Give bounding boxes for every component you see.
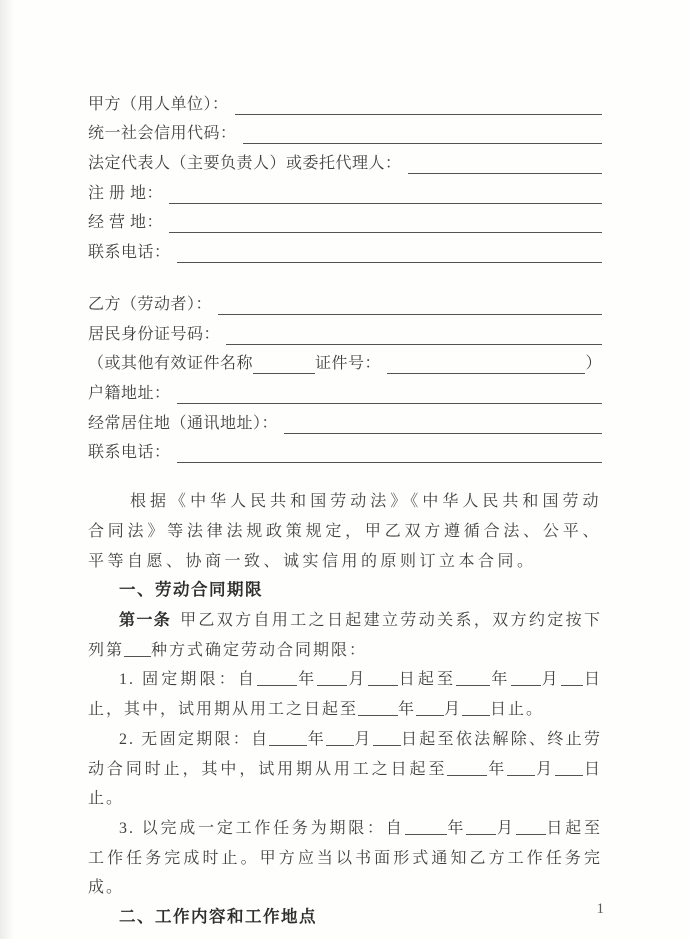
field-label: 经 营 地：: [88, 214, 164, 232]
party-b-section: [88, 285, 602, 463]
blank-field: [507, 762, 535, 776]
section-1-heading: 一、劳动合同期限: [119, 581, 263, 600]
field-label: ）: [585, 355, 602, 373]
form-row-party-b-name: [88, 285, 602, 315]
article-1-number: 第一条: [119, 612, 172, 630]
field-label: 统一社会信用代码：: [88, 125, 237, 143]
section-2-heading: 二、工作内容和工作地点: [119, 908, 317, 927]
blank-field: [466, 821, 496, 835]
field-label: 注 册 地：: [88, 184, 164, 202]
blank-field: [253, 349, 315, 374]
article-1-paragraph: [88, 606, 602, 665]
blank-field: [257, 672, 297, 686]
underline-field: [218, 290, 602, 315]
blank-field: [124, 643, 151, 657]
scan-edge-artifact: [0, 0, 14, 939]
underline-field: [243, 119, 602, 144]
underline-field: [284, 409, 602, 434]
preamble-paragraph: 根据《中华人民共和国劳动法》《中华人民共和国劳动合同法》等法律法规政策规定，甲乙双方遵循合法、公平、平等自愿、协商一致、诚实信用的原则订立本合同。: [88, 493, 602, 570]
underline-field: [177, 379, 602, 404]
field-label: 居民身份证号码：: [88, 325, 221, 343]
term-option-2: 2. 无固定期限：自 年 月 日起至依法解除、终止劳动合同时止，其中，试用期从用工之日起至 年 月 日止。: [88, 730, 602, 808]
blank-field: [447, 762, 487, 776]
blank-field: [516, 821, 546, 835]
article-1-text: 甲乙双方自用工之日起建立劳动关系，双方约定按下列第 种方式确定劳动合同期限：: [88, 612, 602, 659]
form-row-party-a-name: [88, 85, 602, 115]
field-label: 甲方（用人单位）：: [88, 95, 229, 113]
field-label: 经常居住地（通讯地址）：: [88, 414, 279, 432]
page-content: [88, 85, 602, 933]
blank-field: [317, 672, 347, 686]
field-label: 法定代表人（主要负责人）或委托代理人：: [88, 155, 402, 173]
term-option-3: 3. 以完成一定工作任务为期限：自 年 月 日起至工作任务完成时止。甲方应当以书面形式通知乙方工作任务完成。: [88, 819, 602, 897]
form-row-alternative-document: [88, 345, 602, 375]
blank-field: [456, 672, 490, 686]
field-label: 联系电话：: [88, 444, 171, 462]
form-row-business-address: [88, 204, 602, 234]
underline-field: [177, 238, 602, 263]
form-row-id-number: [88, 315, 602, 345]
field-label: 联系电话：: [88, 244, 171, 262]
field-label: （或其他有效证件名称: [88, 355, 254, 373]
party-a-section: [88, 85, 602, 263]
blank-field: [462, 702, 490, 716]
underline-field: [169, 208, 602, 233]
blank-field: [368, 672, 398, 686]
form-row-legal-representative: [88, 144, 602, 174]
blank-field: [405, 821, 447, 835]
term-option-1: 1. 固定期限：自 年 月 日起至 年 月 日止，其中，试用期从用工之日起至 年 月 日止。: [88, 671, 602, 719]
section-spacer: [88, 463, 602, 487]
section-spacer: [88, 263, 602, 285]
form-row-credit-code: [88, 115, 602, 145]
field-label: 证件号：: [315, 355, 382, 373]
form-row-party-a-phone: [88, 233, 602, 263]
form-row-registered-address: [88, 174, 602, 204]
blank-field: [269, 732, 307, 746]
blank-field: [555, 762, 583, 776]
underline-field: [169, 179, 602, 204]
underline-field: [226, 320, 602, 345]
field-label: 户籍地址：: [88, 384, 171, 402]
blank-field: [358, 702, 398, 716]
field-label: 乙方（劳动者）：: [88, 295, 213, 313]
page-number: 1: [596, 901, 604, 917]
blank-field: [561, 672, 583, 686]
blank-field: [416, 702, 444, 716]
blank-field: [326, 732, 354, 746]
underline-field: [235, 90, 602, 115]
blank-field: [511, 672, 541, 686]
underline-field: [387, 349, 585, 374]
blank-field: [373, 732, 401, 746]
form-row-party-b-phone: [88, 434, 602, 464]
form-row-residence-address: [88, 404, 602, 434]
underline-field: [408, 149, 602, 174]
underline-field: [177, 438, 602, 463]
form-row-household-address: [88, 374, 602, 404]
